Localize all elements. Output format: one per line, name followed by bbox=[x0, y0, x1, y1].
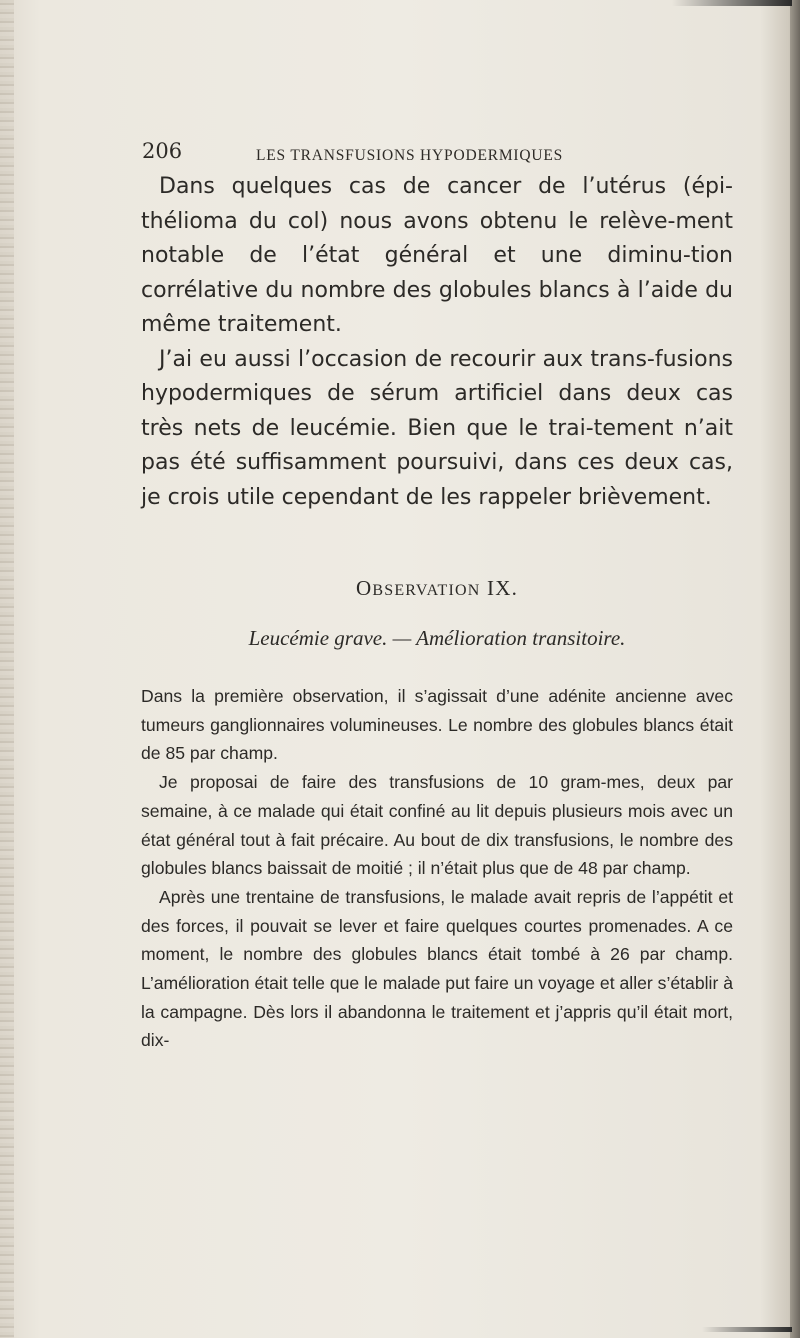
observation-paragraph-1: Dans la première observation, il s’agissait d’une adénite ancienne avec tumeurs ganglionnaires volumineuses. Le nombre des globules blancs était de 85 par champ. bbox=[141, 686, 733, 764]
observation-heading-initial: O bbox=[355, 576, 373, 600]
bottom-edge-mark bbox=[702, 1327, 792, 1332]
paragraph-leucemie: J’ai eu aussi l’occasion de recourir aux trans-fusions hypodermiques de sérum artificiel dans deux cas très nets de leucémie. Bien que le trai-tement n’ait pas été suffisamment poursuivi, dans ces deux cas, je crois utile cependant de les rappeler brièvement. bbox=[141, 346, 733, 510]
top-edge-mark bbox=[672, 0, 792, 6]
running-head: LES TRANSFUSIONS HYPODERMIQUES bbox=[256, 147, 564, 164]
observation-subtitle: Leucémie grave. — Amélioration transitoire. bbox=[248, 626, 626, 650]
observation-paragraph-2: Je proposai de faire des transfusions de 10 gram-mes, deux par semaine, à ce malade qui était confiné au lit depuis plusieurs mois avec un état général tout à fait précaire. Au bout de dix transfusions, le nombre des globules blancs baissait de moitié ; il n’était plus que de 48 par champ. bbox=[141, 772, 733, 879]
body-text bbox=[141, 170, 733, 1051]
observation-paragraph-3: Après une trentaine de transfusions, le malade avait repris de l’appétit et des forces, il pouvait se lever et faire quelques courtes promenades. A ce moment, le nombre des globules blancs était tombé à 26 par champ. L’amélioration était telle que le malade put faire un voyage et aller s’établir à la campagne. Dès lors il abandonna le traitement et j’appris qu’il était mort, dix- bbox=[141, 886, 733, 1051]
observation-text bbox=[141, 682, 733, 1055]
observation-heading bbox=[141, 576, 733, 601]
page-header bbox=[142, 139, 742, 169]
page-number: 206 bbox=[142, 139, 183, 163]
paragraph-cancer: Dans quelques cas de cancer de l’utérus (épi-thélioma du col) nous avons obtenu le relève-ment notable de l’état général et une diminu-tion corrélative du nombre des globules blancs à l’aide du même traitement. bbox=[141, 174, 733, 337]
page-binding-edge bbox=[0, 0, 14, 1338]
observation-number: IX. bbox=[487, 576, 519, 600]
observation-heading-word: BSERVATION bbox=[372, 582, 481, 599]
page-right-edge bbox=[790, 0, 800, 1338]
